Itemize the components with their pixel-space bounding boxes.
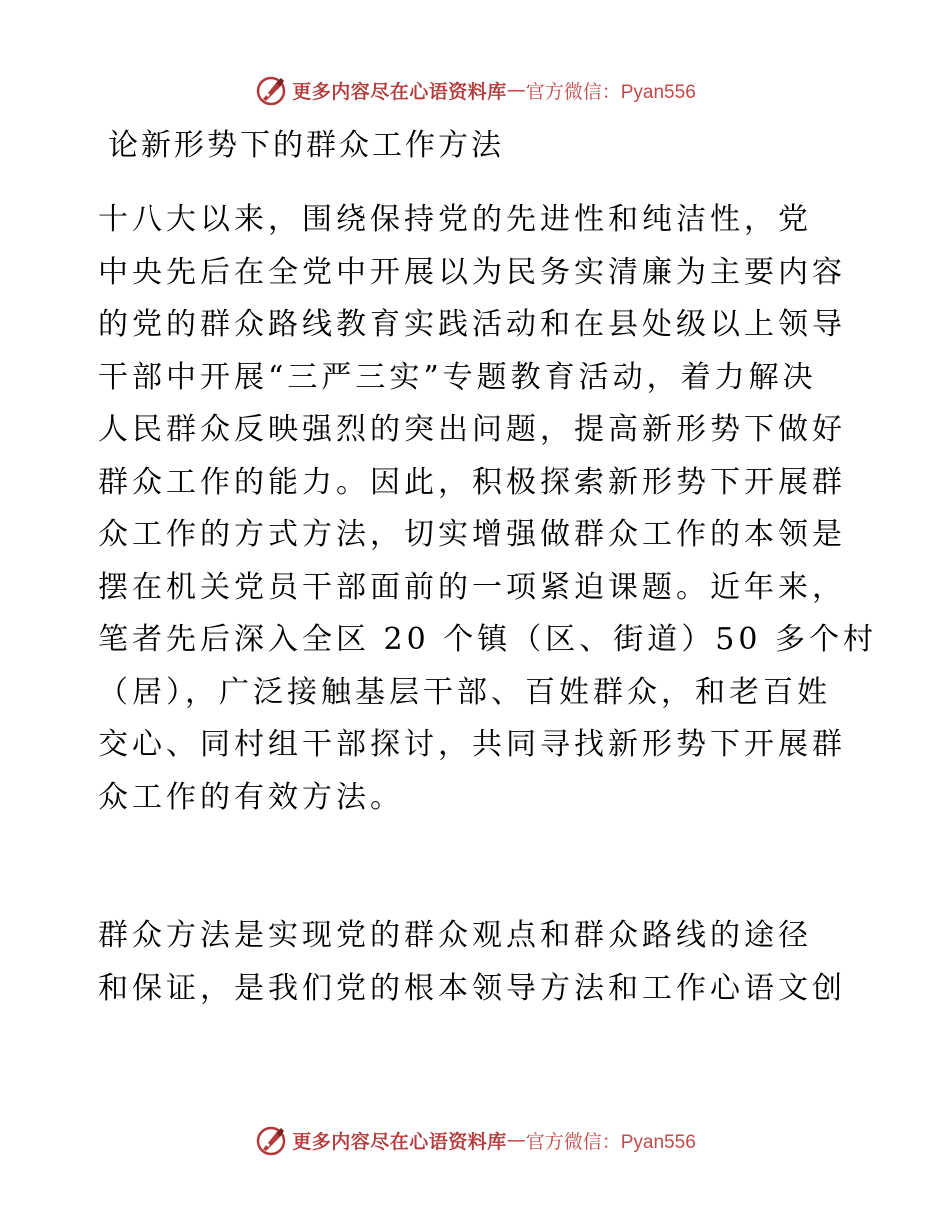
paragraph-line: 中央先后在全党中开展以为民务实清廉为主要内容	[98, 254, 846, 290]
paragraph-line: （居），广泛接触基层干部、百姓群众，和老百姓	[98, 674, 831, 710]
header-separator: —	[506, 79, 526, 101]
header-banner	[0, 68, 950, 112]
footer-contact-text: 官方微信：Pyan556	[525, 1131, 696, 1153]
paragraph-line: 群众方法是实现党的群众观点和群众路线的途径	[98, 918, 812, 953]
paragraph-line: 和保证，是我们党的根本领导方法和工作心语文创	[98, 970, 846, 1006]
paragraph-line: 摆在机关党员干部面前的一项紧迫课题。近年来，	[98, 569, 846, 605]
paragraph-line: 笔者先后深入全区 20 个镇（区、街道）50 多个村	[98, 622, 877, 657]
paragraph-1	[98, 194, 877, 824]
footer-brand-text: 更多内容尽在心语资料库	[292, 1130, 507, 1153]
paragraph-line: 的党的群众路线教育实践活动和在县处级以上领导	[98, 307, 846, 342]
pen-nib-logo-icon	[254, 73, 288, 107]
footer-banner	[0, 1118, 950, 1162]
paragraph-line: 干部中开展“三严三实”专题教育活动，着力解决	[98, 359, 817, 395]
paragraph-line: 众工作的方式方法，切实增强做群众工作的本领是	[98, 517, 846, 552]
footer-separator: —	[506, 1129, 526, 1151]
pen-nib-logo-icon	[254, 1123, 288, 1157]
paragraph-line: 十八大以来，围绕保持党的先进性和纯洁性，党	[98, 202, 812, 237]
paragraph-line: 人民群众反映强烈的突出问题，提高新形势下做好	[98, 412, 846, 447]
paragraph-line: 群众工作的能力。因此，积极探索新形势下开展群	[98, 464, 846, 500]
document-title: 论新形势下的群众工作方法	[108, 128, 504, 163]
paragraph-2	[98, 910, 850, 1015]
paragraph-line: 交心、同村组干部探讨，共同寻找新形势下开展群	[98, 727, 846, 762]
paragraph-line: 众工作的有效方法。	[98, 779, 404, 815]
header-brand-text: 更多内容尽在心语资料库	[292, 80, 507, 103]
header-contact-text: 官方微信：Pyan556	[525, 81, 696, 103]
